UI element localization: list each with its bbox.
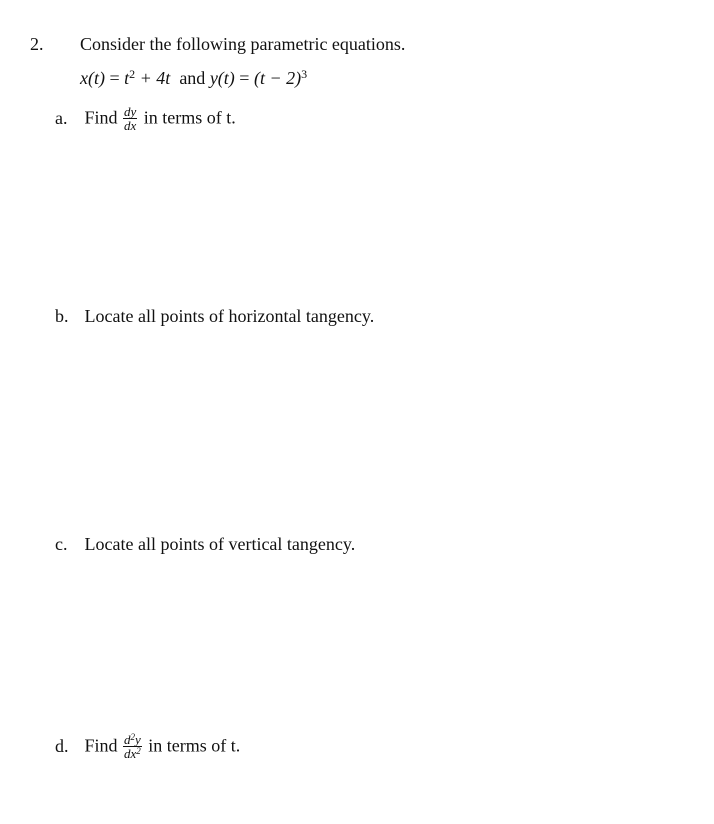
parametric-equations (80, 68, 307, 89)
part-d-fraction (123, 733, 142, 760)
part-a (55, 106, 236, 133)
y-rhs-base: (t − 2) (253, 68, 302, 88)
part-d-num-base: d (124, 732, 131, 747)
y-equals: = (239, 68, 250, 88)
and-word: and (179, 68, 206, 88)
part-d-label: d. (55, 735, 69, 756)
part-d (55, 734, 240, 761)
x-rhs-rest: + 4t (139, 68, 171, 88)
part-d-fraction-denominator (123, 747, 142, 760)
part-a-prefix: Find (84, 107, 118, 128)
part-b (55, 306, 374, 327)
x-lhs: x(t) (80, 68, 105, 88)
part-a-fraction-denominator: dx (124, 118, 137, 133)
y-lhs: y(t) (209, 68, 235, 88)
part-a-fraction-numerator: dy (124, 104, 137, 119)
part-d-num-tail: y (135, 732, 141, 747)
part-d-fraction-numerator (123, 733, 142, 747)
problem-number: 2. (30, 34, 44, 54)
part-a-fraction (123, 105, 137, 132)
part-c-text: Locate all points of vertical tangency. (84, 534, 356, 554)
part-d-num-exponent: 2 (130, 732, 136, 742)
part-b-label: b. (55, 306, 69, 326)
x-equals: = (109, 68, 120, 88)
part-d-den-exponent: 2 (136, 746, 141, 756)
part-b-text: Locate all points of horizontal tangency. (84, 306, 375, 326)
x-rhs-base: t (124, 68, 130, 88)
x-rhs-exponent: 2 (129, 67, 136, 81)
part-a-label: a. (55, 107, 68, 128)
part-d-den-base: dx (124, 746, 137, 761)
problem-intro: Consider the following parametric equations. (80, 34, 406, 54)
part-c (55, 534, 355, 555)
y-rhs-exponent: 3 (301, 67, 308, 81)
part-d-prefix: Find (84, 735, 118, 756)
part-d-suffix: in terms of t. (148, 735, 241, 756)
part-c-label: c. (55, 534, 68, 554)
part-a-suffix: in terms of t. (143, 107, 236, 128)
